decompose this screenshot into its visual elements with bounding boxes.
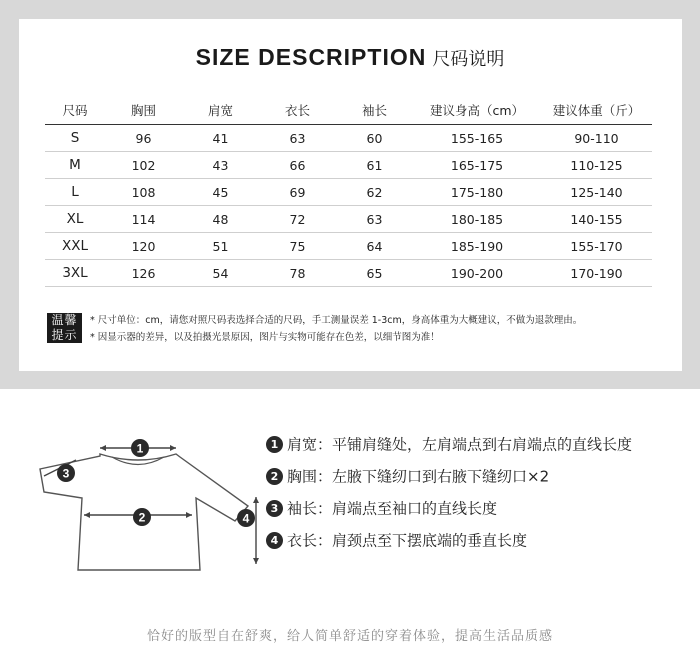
arrow-right-shoulder [170,445,176,451]
measurement-list [266,436,632,564]
cell-sleeve: 63 [336,206,413,233]
cell-length: 72 [259,206,336,233]
header-length: 衣长 [259,96,336,125]
title-chinese: 尺码说明 [432,49,505,70]
cell-size: M [45,152,105,179]
cell-shoulder: 48 [182,206,259,233]
cell-chest: 96 [105,125,182,152]
cell-sleeve: 62 [336,179,413,206]
cell-height: 190-200 [413,260,541,287]
cell-weight: 125-140 [541,179,652,206]
measurement-text: 肩宽：平铺肩缝处，左肩端点到右肩端点的直线长度 [287,435,633,454]
measurement-text: 胸围：左腋下缝纫口到右腋下缝纫口×2 [287,467,550,486]
header-height: 建议身高（cm） [413,96,541,125]
measurement-text: 袖长：肩端点至袖口的直线长度 [287,499,498,518]
shirt-diagram [30,424,260,579]
measurement-item [266,532,632,548]
measurement-badge: 2 [266,468,283,485]
badge-1-label: 1 [136,441,144,456]
cell-sleeve: 65 [336,260,413,287]
size-table [45,96,652,287]
cell-length: 78 [259,260,336,287]
arrow-left-shoulder [100,445,106,451]
cell-size: 3XL [45,260,105,287]
header-chest: 胸围 [105,96,182,125]
badge-3-label: 3 [62,466,70,481]
cell-length: 66 [259,152,336,179]
badge-4-label: 4 [242,511,250,526]
arrow-bottom-length [253,558,259,564]
cell-sleeve: 61 [336,152,413,179]
cell-chest: 102 [105,152,182,179]
measurement-badge: 1 [266,436,283,453]
badge-2-label: 2 [138,510,146,525]
header-sleeve: 袖长 [336,96,413,125]
cell-height: 180-185 [413,206,541,233]
cell-weight: 170-190 [541,260,652,287]
table-row [45,260,652,287]
table-row [45,233,652,260]
table-header-row [45,96,652,125]
cell-height: 165-175 [413,152,541,179]
cell-chest: 114 [105,206,182,233]
cell-chest: 120 [105,233,182,260]
measurement-item [266,500,632,516]
note-line-2: * 因显示器的差异，以及拍摄光景原因，图片与实物可能存在色差，以细节图为准！ [90,332,440,343]
cell-height: 155-165 [413,125,541,152]
cell-size: XL [45,206,105,233]
measurement-badge: 3 [266,500,283,517]
cell-size: L [45,179,105,206]
header-size: 尺码 [45,96,105,125]
table-row [45,206,652,233]
cell-shoulder: 41 [182,125,259,152]
cell-length: 63 [259,125,336,152]
tip-badge [47,313,82,343]
cell-shoulder: 45 [182,179,259,206]
cell-shoulder: 51 [182,233,259,260]
cell-weight: 140-155 [541,206,652,233]
cell-height: 185-190 [413,233,541,260]
note-line-1: * 尺寸单位：cm，请您对照尺码表选择合适的尺码，手工测量误差 1-3cm，身高体重为大概建议，不做为退款理由。 [90,315,583,326]
tip-line-2: 提示 [51,328,78,342]
table-row [45,125,652,152]
notes [90,312,582,346]
cell-size: XXL [45,233,105,260]
page-title [0,44,700,71]
tip-line-1: 温馨 [51,313,78,327]
cell-weight: 90-110 [541,125,652,152]
measurement-item [266,436,632,452]
title-english: SIZE DESCRIPTION [195,44,427,70]
header-weight: 建议体重（斤） [541,96,652,125]
cell-height: 175-180 [413,179,541,206]
arrow-top-length [253,497,259,503]
cell-weight: 155-170 [541,233,652,260]
cell-chest: 108 [105,179,182,206]
measurement-badge: 4 [266,532,283,549]
cell-shoulder: 43 [182,152,259,179]
cell-sleeve: 64 [336,233,413,260]
footer-slogan: 恰好的版型自在舒爽，给人简单舒适的穿着体验，提高生活品质感 [146,629,553,644]
cell-chest: 126 [105,260,182,287]
measurement-text: 衣长：肩颈点至下摆底端的垂直长度 [287,531,528,550]
measurement-item [266,468,632,484]
header-shoulder: 肩宽 [182,96,259,125]
cell-sleeve: 60 [336,125,413,152]
cell-size: S [45,125,105,152]
cell-length: 75 [259,233,336,260]
table-row [45,152,652,179]
cell-weight: 110-125 [541,152,652,179]
cell-shoulder: 54 [182,260,259,287]
table-row [45,179,652,206]
cell-length: 69 [259,179,336,206]
